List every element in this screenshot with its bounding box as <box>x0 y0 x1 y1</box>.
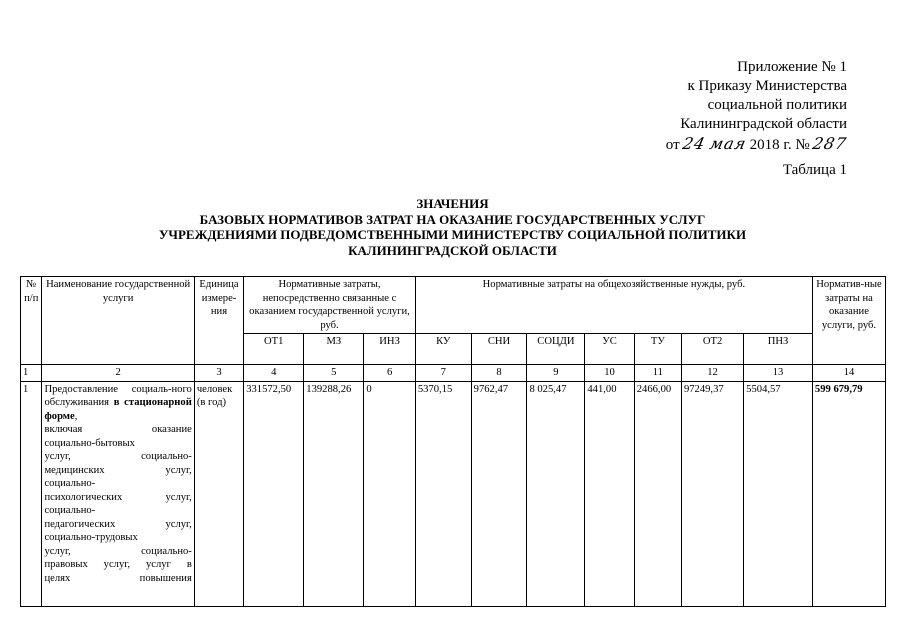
subheader-pnz: ПНЗ <box>744 334 813 365</box>
col-number: 5 <box>304 365 364 382</box>
service-line: медицинских услуг, <box>44 464 192 476</box>
value-ot2: 97249,37 <box>681 381 743 606</box>
value-inz: 0 <box>364 381 416 606</box>
header-row <box>21 277 886 334</box>
subheader-ot2: ОТ2 <box>681 334 743 365</box>
service-bold-in: в <box>113 397 120 408</box>
appendix-block <box>665 58 850 155</box>
col-number: 14 <box>812 365 885 382</box>
appendix-order-ref: к Приказу Министерства <box>687 78 847 94</box>
service-line: социально- <box>44 505 96 516</box>
heading-line-4: КАЛИНИНГРАДСКОЙ ОБЛАСТИ <box>348 242 557 258</box>
service-line: социально-трудовых <box>44 532 138 543</box>
service-line: социально-бытовых <box>44 437 135 449</box>
document-heading <box>0 196 905 258</box>
subheader-tu: ТУ <box>634 334 681 365</box>
service-name-cell <box>42 381 194 606</box>
table-row <box>21 381 886 606</box>
value-pnz: 5504,57 <box>744 381 813 606</box>
appendix-title: Приложение № 1 <box>737 59 847 75</box>
service-line: включая оказание <box>44 424 192 435</box>
col-number: 10 <box>585 365 634 382</box>
col-number: 6 <box>364 365 416 382</box>
service-line: услуг, социально- <box>44 451 192 462</box>
col-number: 3 <box>194 365 243 382</box>
col-number: 4 <box>244 365 304 382</box>
service-name-intro <box>44 383 191 424</box>
header-general-costs: Нормативные затраты на общехозяйственные нужды, руб. <box>415 277 812 334</box>
heading-line-3: УЧРЕЖДЕНИЯМИ ПОДВЕДОМСТВЕННЫМИ МИНИСТЕРСТВУ СОЦИАЛЬНОЙ ПОЛИТИКИ <box>158 227 747 242</box>
value-sni: 9762,47 <box>471 381 527 606</box>
subheader-sni: СНИ <box>471 334 527 365</box>
table-label: Таблица 1 <box>782 162 847 178</box>
header-num: № п/п <box>21 277 42 365</box>
service-line: правовых услуг, услуг в <box>44 559 192 570</box>
subheader-ku: КУ <box>415 334 471 365</box>
value-mz: 139288,26 <box>304 381 364 606</box>
appendix-region: Калининградской области <box>680 116 847 132</box>
subheader-us: УС <box>585 334 634 365</box>
header-service: Наименование государственной услуги <box>42 277 194 365</box>
subheader-inz: ИНЗ <box>364 334 416 365</box>
subheader-ot1: ОТ1 <box>244 334 304 365</box>
col-number: 7 <box>415 365 471 382</box>
handwritten-order-number: 287 <box>811 134 850 153</box>
col-number: 9 <box>527 365 585 382</box>
handwritten-day: 24 <box>681 134 708 153</box>
value-tu: 2466,00 <box>634 381 681 606</box>
col-number: 13 <box>744 365 813 382</box>
order-date-line <box>665 134 850 155</box>
cost-norms-table <box>20 276 886 607</box>
order-year: 2018 г. № <box>749 137 810 153</box>
service-line: социально- <box>44 478 96 489</box>
order-prefix: от <box>665 137 680 153</box>
value-ku: 5370,15 <box>415 381 471 606</box>
col-number: 11 <box>634 365 681 382</box>
header-direct-costs: Нормативные затраты, непосредственно связанные с оказанием государственной услуги, руб. <box>244 277 416 334</box>
service-line: услуг, социально- <box>44 545 192 557</box>
col-number: 1 <box>21 365 42 382</box>
column-number-row <box>21 365 886 382</box>
heading-line-1: ЗНАЧЕНИЯ <box>416 196 489 211</box>
appendix-ministry: социальной политики <box>707 97 847 113</box>
header-total: Норматив-ные затраты на оказание услуги, руб. <box>812 277 885 365</box>
value-socdi: 8 025,47 <box>527 381 585 606</box>
subheader-socdi: СОЦДИ <box>527 334 585 365</box>
heading-line-2: БАЗОВЫХ НОРМАТИВОВ ЗАТРАТ НА ОКАЗАНИЕ ГОСУДАРСТВЕННЫХ УСЛУГ <box>199 211 706 227</box>
service-comma: , <box>74 410 78 422</box>
header-unit: Единица измере-ния <box>194 277 243 365</box>
col-number: 12 <box>681 365 743 382</box>
service-line: целях повышения <box>44 572 192 584</box>
unit-cell: человек (в год) <box>194 381 243 606</box>
value-us: 441,00 <box>585 381 634 606</box>
row-num: 1 <box>21 381 42 606</box>
value-total: 599 679,79 <box>812 381 885 606</box>
col-number: 2 <box>42 365 194 382</box>
value-ot1: 331572,50 <box>244 381 304 606</box>
subheader-mz: МЗ <box>304 334 364 365</box>
col-number: 8 <box>471 365 527 382</box>
service-text: Предоставление социаль-ного обслуживания <box>44 383 192 408</box>
service-form: стационарной форме <box>44 397 192 422</box>
handwritten-month: мая <box>707 134 748 153</box>
service-line: педагогических услуг, <box>44 518 192 530</box>
service-line: психологических услуг, <box>44 491 192 503</box>
